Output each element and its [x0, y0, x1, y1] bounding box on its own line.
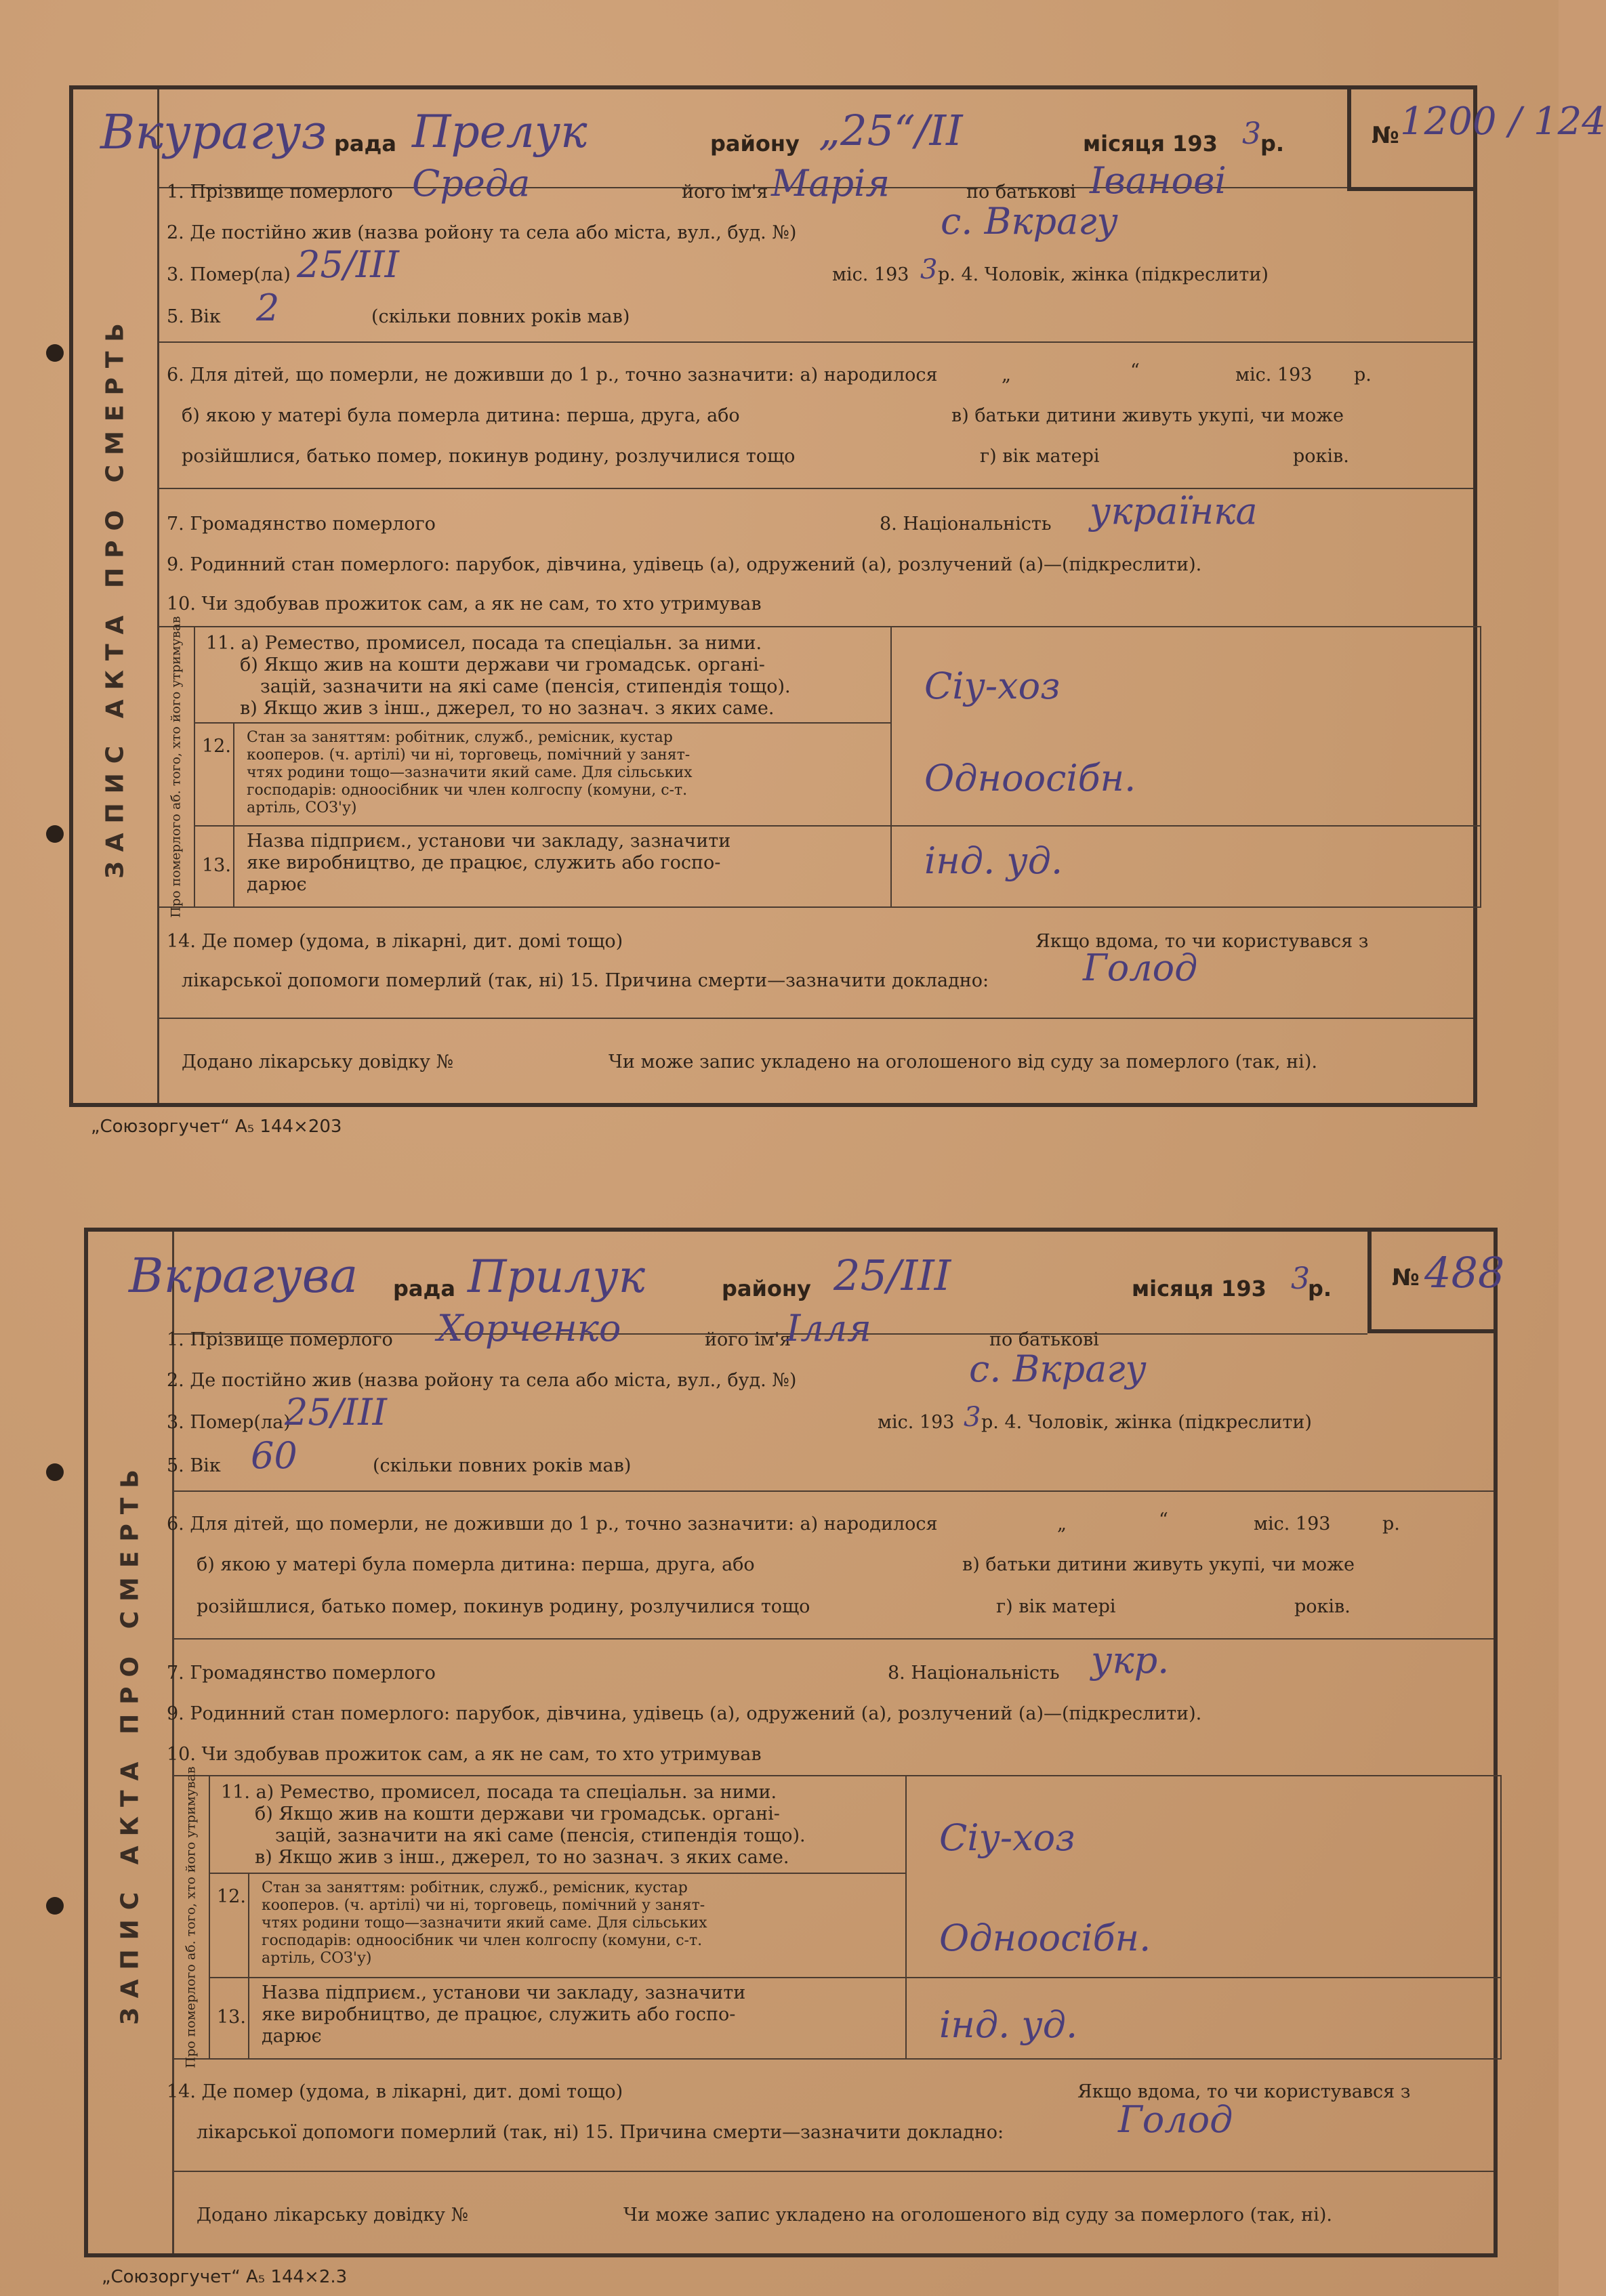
- line-9-marital-label: 9. Родинний стан померлого: парубок, дівчина, удівець (а), одружений (а), розлучений (а)—(підкреслити).: [167, 554, 1202, 575]
- number-label: №: [1392, 1264, 1420, 1291]
- year-digit: 3: [1242, 117, 1261, 151]
- line-6a-close-quote: “: [1130, 360, 1140, 381]
- line-6b-parents-label: в) батьки дитини живуть укупі, чи може: [951, 405, 1344, 426]
- record-number-box: [1347, 89, 1606, 191]
- year-suffix: р.: [1260, 131, 1285, 156]
- line-6c-mother-age-label: г) вік матері: [980, 446, 1100, 467]
- occupation-divider: [905, 1776, 907, 2058]
- line-15-cause-label: лікарської допомоги померлий (так, ні) 15. Причина смерти—зазначити докладно:: [197, 2122, 1004, 2143]
- line-12-label-2: кооперов. (ч. артілі) чи ні, торговець, помічний у занят-: [262, 1897, 705, 1914]
- line-6a-label: 6. Для дітей, що померли, не доживши до 1 р., точно зазначити: а) народилося: [167, 364, 938, 385]
- occupation-12-value: Одноосібн.: [924, 757, 1136, 799]
- line-14-place-label: 14. Де помер (удома, в лікарні, дит. домі тощо): [167, 931, 623, 952]
- line-11c-label: в) Якщо жив з інш., джерел, то но зазнач. з яких саме.: [255, 1847, 789, 1868]
- day-month: „25“/ІІ: [819, 106, 963, 155]
- line-3-month-label: міс. 193: [832, 264, 909, 285]
- line-11a-label: 11. а) Ремество, промисел, посада та спеціальн. за ними.: [221, 1782, 777, 1803]
- occupation-side-label: Про померлого аб. того, хто його утримував: [168, 616, 184, 918]
- row-rule: [209, 1873, 905, 1874]
- form-side-title: ЗАПИС АКТА ПРО СМЕРТЬ: [101, 314, 129, 879]
- surname-value: Среда: [412, 162, 531, 205]
- section-rule: [157, 1018, 1473, 1019]
- line-3-sex-label: р. 4. Чоловік, жінка (підкреслити): [981, 1412, 1312, 1433]
- death-record-form-1: [69, 85, 1606, 1107]
- line-8-nationality-label: 8. Національність: [880, 514, 1052, 535]
- rayon-label: району: [722, 1276, 811, 1301]
- binding-hole: [46, 344, 64, 362]
- line-6c-label: розійшлися, батько помер, покинув родину, розлучилися тощо: [197, 1596, 810, 1617]
- section-rule: [172, 1638, 1494, 1640]
- line-3-died-label: 3. Помер(ла): [167, 264, 291, 285]
- section-rule: [172, 1490, 1494, 1492]
- rada-label: рада: [393, 1276, 455, 1301]
- line-6a-open-quote: „: [1002, 364, 1011, 385]
- record-number-box: [1367, 1232, 1505, 1333]
- line-5-age-hint: (скільки повних років мав): [371, 306, 630, 327]
- residence-value: с. Вкрагу: [941, 200, 1118, 243]
- row-rule: [194, 825, 1480, 827]
- death-record-form-2: [84, 1228, 1505, 2257]
- name-value: Марія: [771, 162, 890, 205]
- line-3-died-label: 3. Помер(ла): [167, 1412, 291, 1433]
- line-1-name-label: його ім'я: [705, 1329, 791, 1350]
- line-6a-open-quote: „: [1057, 1514, 1067, 1535]
- form-side-title: ЗАПИС АКТА ПРО СМЕРТЬ: [116, 1460, 144, 2025]
- line-13-label-1: Назва підприєм., установи чи закладу, зазначити: [262, 1982, 746, 2003]
- nationality-value: укр.: [1091, 1639, 1170, 1682]
- cause-of-death-value: Голод: [1083, 946, 1198, 989]
- village-council-name: Вкурагуз: [100, 104, 327, 160]
- line-12-number: 12.: [217, 1886, 246, 1907]
- age-value: 2: [256, 287, 280, 329]
- line-6c-years-label: років.: [1293, 446, 1349, 467]
- line-14-home-label: Якщо вдома, то чи користувався з: [1077, 2081, 1411, 2102]
- line-12-label-5: артіль, СОЗ'у): [247, 799, 357, 816]
- rada-label: рада: [334, 131, 396, 156]
- name-value: Ілля: [786, 1307, 871, 1350]
- line-16-certificate-label: Додано лікарську довідку №: [197, 2205, 469, 2226]
- line-6a-year-suffix: р.: [1382, 1514, 1400, 1535]
- line-12-label-1: Стан за заняттям: робітник, служб., ремісник, кустар: [247, 729, 673, 746]
- line-6b-label: б) якою у матері була померла дитина: перша, друга, або: [182, 405, 740, 426]
- rayon-name: Прилук: [468, 1251, 646, 1303]
- line-11c-label: в) Якщо жив з інш., джерел, то но зазнач. з яких саме.: [240, 698, 775, 719]
- line-12-label-5: артіль, СОЗ'у): [262, 1950, 372, 1967]
- rayon-name: Прелук: [412, 106, 588, 158]
- line-12-number: 12.: [202, 736, 231, 757]
- binding-hole: [46, 1897, 64, 1915]
- village-council-name: Вкрагува: [129, 1248, 358, 1303]
- line-6a-month-label: міс. 193: [1254, 1514, 1331, 1535]
- binding-hole: [46, 825, 64, 843]
- date-died-value: 25/ІІІ: [297, 243, 399, 286]
- occupation-13-value: інд. уд.: [924, 839, 1063, 882]
- date-died-value: 25/ІІІ: [285, 1391, 387, 1434]
- line-12-label-4: господарів: одноосібник чи член колгоспу (комуни, с-т.: [247, 782, 688, 799]
- section-rule: [157, 341, 1473, 343]
- line-13-number: 13.: [217, 2007, 246, 2028]
- line-6a-month-label: міс. 193: [1235, 364, 1313, 385]
- occupation-11-value: Сіу-хоз: [939, 1816, 1075, 1859]
- line-5-age-hint: (скільки повних років мав): [373, 1455, 632, 1476]
- year-died-value: 3: [920, 254, 938, 285]
- line-1-patronymic-label: по батькові: [989, 1329, 1099, 1350]
- record-number: 488: [1424, 1248, 1505, 1297]
- line-6c-mother-age-label: г) вік матері: [996, 1596, 1116, 1617]
- occupation-section: [157, 616, 1481, 918]
- line-12-label-2: кооперов. (ч. артілі) чи ні, торговець, помічний у занят-: [247, 747, 691, 764]
- patronymic-value: Іванові: [1090, 159, 1227, 202]
- rayon-label: району: [710, 131, 800, 156]
- line-6a-year-suffix: р.: [1354, 364, 1372, 385]
- form-side-title-band: [73, 89, 159, 1103]
- line-11b-label-2: зацій, зазначити на які саме (пенсія, стипендія тощо).: [260, 676, 791, 697]
- section-rule: [157, 488, 1473, 489]
- occupation-side-label: Про померлого аб. того, хто його утримував: [183, 1766, 199, 2068]
- line-11a-label: 11. а) Ремество, промисел, посада та спеціальн. за ними.: [206, 633, 762, 654]
- line-12-label-3: чтях родини тощо—зазначити який саме. Для сільських: [262, 1915, 707, 1932]
- line-12-label-1: Стан за заняттям: робітник, служб., ремісник, кустар: [262, 1879, 688, 1896]
- line-15-cause-label: лікарської допомоги померлий (так, ні) 15. Причина смерти—зазначити докладно:: [182, 970, 989, 991]
- line-16-certificate-label: Додано лікарську довідку №: [182, 1051, 454, 1072]
- nationality-value: українка: [1090, 490, 1258, 533]
- cause-of-death-value: Голод: [1118, 2098, 1233, 2141]
- line-6c-label: розійшлися, батько помер, покинув родину, розлучилися тощо: [182, 446, 796, 467]
- line-7-citizenship-label: 7. Громадянство померлого: [167, 514, 436, 535]
- form-side-title-band: [88, 1232, 174, 2253]
- line-13-label-3: дарює: [247, 874, 307, 895]
- line-13-number: 13.: [202, 855, 231, 876]
- line-7-citizenship-label: 7. Громадянство померлого: [167, 1663, 436, 1684]
- line-11b-label-2: зацій, зазначити на які саме (пенсія, стипендія тощо).: [275, 1825, 806, 1846]
- line-10-livelihood-label: 10. Чи здобував прожиток сам, а як не сам, то хто утримував: [167, 593, 762, 614]
- occupation-side-band: [159, 616, 195, 918]
- year-suffix: р.: [1308, 1276, 1332, 1301]
- occupation-11-value: Сіу-хоз: [924, 665, 1061, 707]
- line-6b-parents-label: в) батьки дитини живуть укупі, чи може: [962, 1554, 1355, 1575]
- line-16-court-label: Чи може запис укладено на оголошеного від суду за померлого (так, ні).: [623, 2205, 1332, 2226]
- day-month: 25/ІІІ: [833, 1251, 951, 1300]
- surname-value: Хорченко: [437, 1307, 621, 1350]
- section-rule: [172, 2171, 1494, 2172]
- row-rule: [194, 722, 890, 724]
- line-13-label-2: яке виробництво, де працює, служить або госпо-: [247, 852, 721, 873]
- form-1-footer: „Союзоргучет“ А₅ 144×203: [91, 1116, 342, 1137]
- line-13-label-1: Назва підприєм., установи чи закладу, зазначити: [247, 831, 731, 852]
- line-9-marital-label: 9. Родинний стан померлого: парубок, дівчина, удівець (а), одружений (а), розлучений (а)—(підкреслити).: [167, 1703, 1202, 1724]
- line-2-residence-label: 2. Де постійно жив (назва ройону та села або міста, вул., буд. №): [167, 222, 797, 243]
- form-2-footer: „Союзоргучет“ А₅ 144×2.3: [102, 2267, 348, 2287]
- line-6c-years-label: років.: [1294, 1596, 1351, 1617]
- binding-hole: [46, 1463, 64, 1481]
- occupation-side-band: [173, 1766, 210, 2068]
- occupation-12-value: Одноосібн.: [939, 1917, 1151, 1959]
- line-6a-close-quote: “: [1159, 1509, 1168, 1530]
- line-3-sex-label: р. 4. Чоловік, жінка (підкреслити): [938, 264, 1269, 285]
- line-5-age-label: 5. Вік: [167, 1455, 221, 1476]
- number-label: №: [1372, 122, 1399, 149]
- record-number: 1200 / 124: [1400, 100, 1606, 144]
- line-14-home-label: Якщо вдома, то чи користувався з: [1035, 931, 1369, 952]
- line-16-court-label: Чи може запис укладено на оголошеного від суду за померлого (так, ні).: [609, 1051, 1317, 1072]
- occupation-section: [172, 1766, 1502, 2068]
- line-12-label-3: чтях родини тощо—зазначити який саме. Для сільських: [247, 764, 693, 781]
- line-13-label-3: дарює: [262, 2026, 322, 2047]
- month-label: місяця 193: [1132, 1276, 1267, 1301]
- line-2-residence-label: 2. Де постійно жив (назва ройону та села або міста, вул., буд. №): [167, 1370, 797, 1391]
- line-6a-label: 6. Для дітей, що померли, не доживши до 1 р., точно зазначити: а) народилося: [167, 1514, 938, 1535]
- line-8-nationality-label: 8. Національність: [888, 1663, 1060, 1684]
- month-label: місяця 193: [1083, 131, 1218, 156]
- row-rule: [209, 1977, 1500, 1978]
- line-1-surname-label: 1. Прізвище померлого: [167, 182, 393, 203]
- line-1-name-label: його ім'я: [682, 182, 768, 203]
- occupation-13-value: інд. уд.: [939, 2003, 1078, 2046]
- line-1-patronymic-label: по батькові: [966, 182, 1076, 203]
- line-14-place-label: 14. Де помер (удома, в лікарні, дит. домі тощо): [167, 2081, 623, 2102]
- year-digit: 3: [1291, 1261, 1310, 1296]
- occupation-divider: [890, 627, 892, 906]
- line-11b-label-1: б) Якщо жив на кошти держави чи громадськ. органі-: [240, 654, 765, 675]
- line-5-age-label: 5. Вік: [167, 306, 221, 327]
- year-died-value: 3: [964, 1402, 981, 1433]
- line-1-surname-label: 1. Прізвище померлого: [167, 1329, 393, 1350]
- line-12-label-4: господарів: одноосібник чи член колгоспу (комуни, с-т.: [262, 1932, 703, 1949]
- line-13-label-2: яке виробництво, де працює, служить або госпо-: [262, 2004, 736, 2025]
- line-3-month-label: міс. 193: [878, 1412, 955, 1433]
- line-6b-label: б) якою у матері була померла дитина: перша, друга, або: [197, 1554, 755, 1575]
- line-11b-label-1: б) Якщо жив на кошти держави чи громадськ. органі-: [255, 1803, 780, 1824]
- line-10-livelihood-label: 10. Чи здобував прожиток сам, а як не сам, то хто утримував: [167, 1744, 762, 1765]
- residence-value: с. Вкрагу: [969, 1348, 1147, 1390]
- age-value: 60: [251, 1434, 297, 1477]
